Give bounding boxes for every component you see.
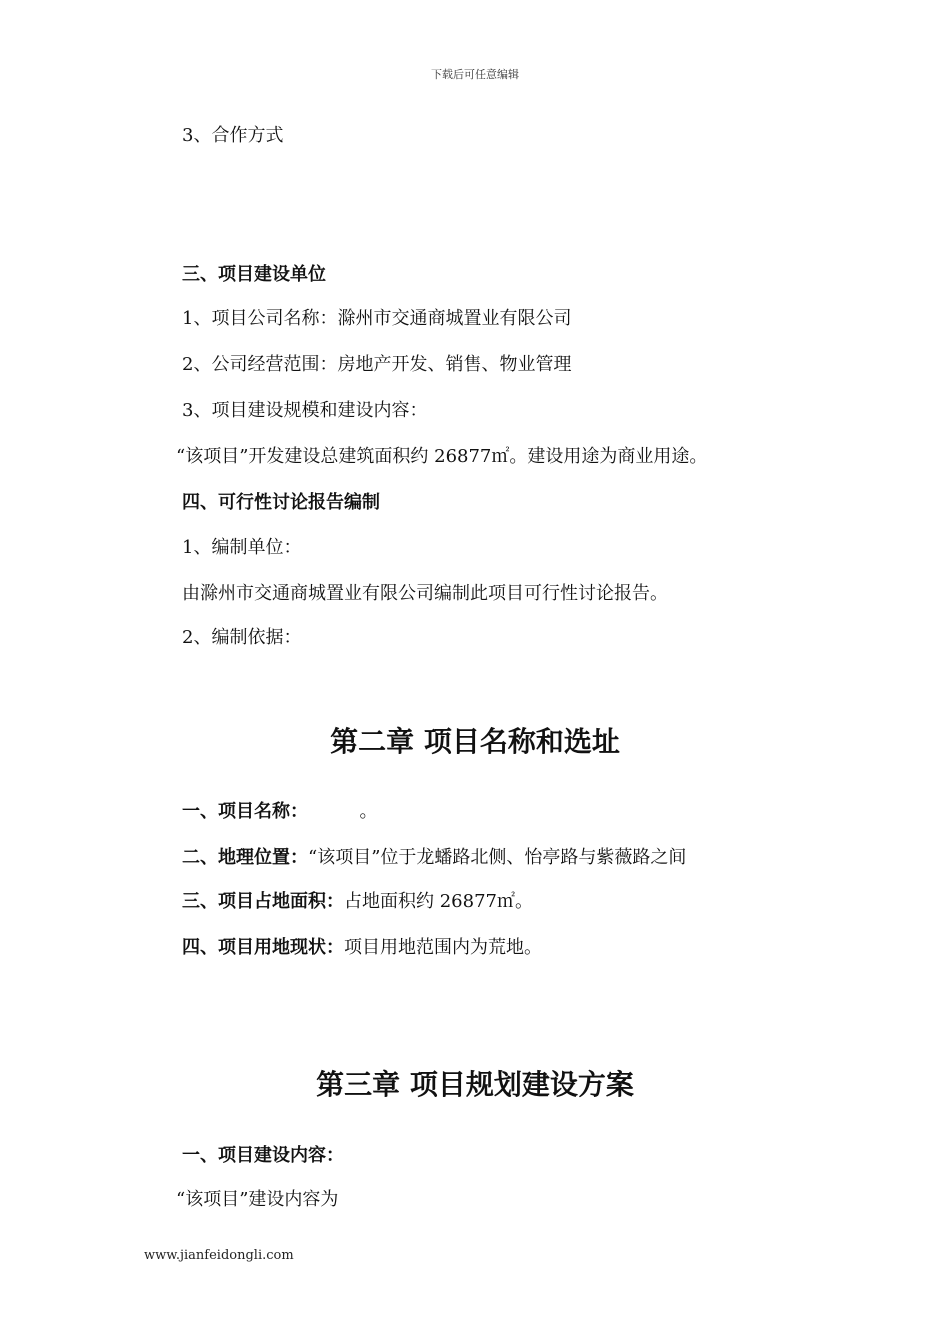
section-three-heading: 三、项目建设单位 (182, 264, 326, 285)
company-name-line: 1、项目公司名称：滁州市交通商城置业有限公司 (182, 308, 572, 329)
item-value: 占地面积约 26877㎡。 (344, 891, 533, 912)
chapter-two-item-location (182, 846, 686, 870)
cooperation-mode-item: 3、合作方式 (182, 125, 284, 146)
compiler-statement-line: 由滁州市交通商城置业有限公司编制此项目可行性讨论报告。 (182, 583, 668, 604)
page-header-note: 下载后可任意编辑 (431, 68, 519, 81)
compiler-unit-line: 1、编制单位： (182, 537, 302, 558)
business-scope-line: 2、公司经营范围：房地产开发、销售、物业管理 (182, 354, 572, 375)
chapter-two-item-land-status (182, 936, 542, 960)
footer-url: www.jianfeidongli.com (144, 1248, 294, 1263)
chapter-two-item-area (182, 890, 533, 914)
total-area-line: “该项目”开发建设总建筑面积约 26877㎡。建设用途为商业用途。 (176, 446, 708, 467)
construction-content-line: “该项目”建设内容为 (176, 1189, 339, 1210)
item-value: 项目用地范围内为荒地。 (344, 937, 542, 958)
chapter-two-title: 第二章 项目名称和选址 (330, 725, 620, 758)
item-value: “该项目”位于龙蟠路北侧、怡亭路与紫薇路之间 (308, 847, 687, 868)
compile-basis-line: 2、编制依据： (182, 627, 302, 648)
chapter-three-heading: 一、项目建设内容： (182, 1145, 344, 1166)
chapter-two-item-name (182, 800, 378, 824)
item-value: 。 (308, 801, 378, 822)
item-label: 四、项目用地现状： (182, 937, 344, 958)
section-four-heading: 四、可行性讨论报告编制 (182, 492, 380, 513)
item-label: 二、地理位置： (182, 847, 308, 868)
item-label: 三、项目占地面积： (182, 891, 344, 912)
scale-content-line: 3、项目建设规模和建设内容： (182, 400, 428, 421)
chapter-three-title: 第三章 项目规划建设方案 (316, 1068, 634, 1101)
item-label: 一、项目名称： (182, 801, 308, 822)
